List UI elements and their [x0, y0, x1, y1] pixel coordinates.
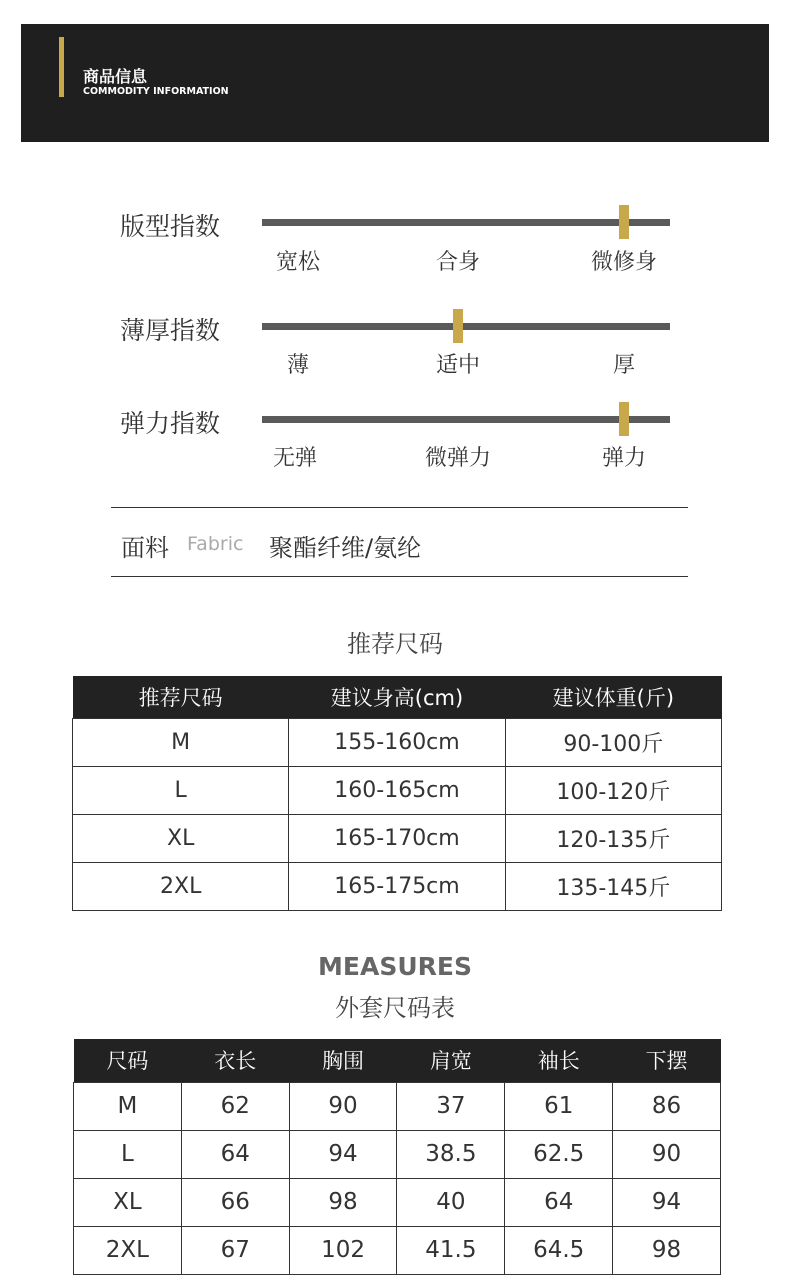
index-tick: 微修身: [590, 250, 658, 275]
table-cell: 62.5: [505, 1130, 613, 1178]
column-header: 尺码: [74, 1039, 182, 1082]
index-label: 弹力指数: [120, 409, 221, 438]
table-cell: 90: [289, 1082, 397, 1130]
index-tick: 适中: [435, 353, 481, 378]
table-cell: 90: [613, 1130, 721, 1178]
table-cell: 94: [289, 1130, 397, 1178]
index-tick: 合身: [435, 250, 481, 275]
measures-table: [73, 1039, 721, 1275]
table-cell: 37: [397, 1082, 505, 1130]
table-cell: 135-145斤: [505, 862, 721, 910]
table-cell: 165-170cm: [289, 814, 505, 862]
accent-bar: [59, 37, 64, 97]
table-cell: 94: [613, 1178, 721, 1226]
table-cell: 61: [505, 1082, 613, 1130]
index-marker: [619, 402, 629, 436]
column-header: 推荐尺码: [73, 676, 289, 718]
table-cell: 102: [289, 1226, 397, 1274]
banner-title: 商品信息: [83, 67, 148, 86]
table-cell: M: [73, 718, 289, 766]
table-cell: 90-100斤: [505, 718, 721, 766]
table-cell: 98: [613, 1226, 721, 1274]
table-cell: 66: [181, 1178, 289, 1226]
table-cell: 64.5: [505, 1226, 613, 1274]
table-cell: 64: [505, 1178, 613, 1226]
table-cell: L: [74, 1130, 182, 1178]
fabric-label-en: Fabric: [187, 533, 244, 555]
table-row: [74, 1178, 721, 1226]
table-cell: 98: [289, 1178, 397, 1226]
fabric-label: 面料: [121, 534, 169, 562]
table-header-row: [74, 1039, 721, 1082]
table-row: [73, 718, 722, 766]
index-tick: 厚: [612, 353, 636, 378]
table-cell: 62: [181, 1082, 289, 1130]
table-cell: XL: [74, 1178, 182, 1226]
index-track: [262, 416, 670, 423]
table-cell: 40: [397, 1178, 505, 1226]
table-header-row: [73, 676, 722, 718]
index-marker: [453, 309, 463, 343]
table-cell: 155-160cm: [289, 718, 505, 766]
table-cell: 100-120斤: [505, 766, 721, 814]
table-cell: 64: [181, 1130, 289, 1178]
index-label: 版型指数: [120, 212, 221, 241]
table-cell: 86: [613, 1082, 721, 1130]
table-cell: 41.5: [397, 1226, 505, 1274]
column-header: 建议体重(斤): [505, 676, 721, 718]
table-cell: XL: [73, 814, 289, 862]
index-tick: 宽松: [275, 250, 321, 275]
column-header: 袖长: [505, 1039, 613, 1082]
index-track: [262, 219, 670, 226]
index-tick: 微弹力: [424, 446, 492, 471]
table-row: [74, 1082, 721, 1130]
divider: [111, 576, 688, 577]
index-label: 薄厚指数: [120, 316, 221, 345]
index-tick: 弹力: [601, 446, 647, 471]
index-marker: [619, 205, 629, 239]
table-row: [74, 1226, 721, 1274]
table-row: [73, 814, 722, 862]
recommend-title: 推荐尺码: [347, 630, 443, 658]
table-cell: L: [73, 766, 289, 814]
measures-title: 外套尺码表: [335, 994, 455, 1022]
column-header: 肩宽: [397, 1039, 505, 1082]
column-header: 胸围: [289, 1039, 397, 1082]
table-cell: 165-175cm: [289, 862, 505, 910]
divider: [111, 507, 688, 508]
table-row: [73, 766, 722, 814]
table-cell: 160-165cm: [289, 766, 505, 814]
fabric-value: 聚酯纤维/氨纶: [269, 534, 422, 562]
column-header: 衣长: [181, 1039, 289, 1082]
table-cell: 67: [181, 1226, 289, 1274]
table-cell: 2XL: [74, 1226, 182, 1274]
index-tick: 薄: [286, 353, 310, 378]
table-cell: 2XL: [73, 862, 289, 910]
table-row: [73, 862, 722, 910]
column-header: 建议身高(cm): [289, 676, 505, 718]
table-cell: M: [74, 1082, 182, 1130]
commodity-info-banner: [21, 24, 769, 142]
measures-title-en: MEASURES: [318, 952, 472, 981]
table-cell: 38.5: [397, 1130, 505, 1178]
table-cell: 120-135斤: [505, 814, 721, 862]
index-track: [262, 323, 670, 330]
banner-subtitle: COMMODITY INFORMATION: [83, 86, 229, 97]
index-tick: 无弹: [272, 446, 318, 471]
table-row: [74, 1130, 721, 1178]
column-header: 下摆: [613, 1039, 721, 1082]
recommend-size-table: [72, 676, 722, 911]
